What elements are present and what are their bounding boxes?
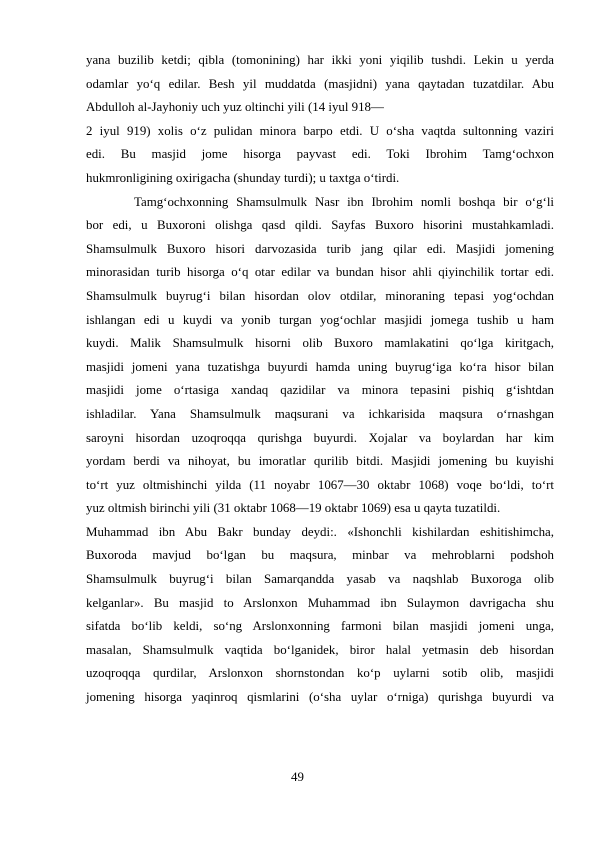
text-line: masjidi jome o‘rtasiga xandaq qazidilar va minora tepasini pishiq g‘ishtdan xyxy=(86,383,554,398)
text-line: edi. Bu masjid jome hisorga payvast edi. Toki Ibrohim Tamg‘ochxon xyxy=(86,147,554,162)
text-line: Shamsulmulk buyrug‘i bilan Samarqandda yasab va naqshlab Buxoroga olib xyxy=(86,572,554,587)
text-line: yana buzilib ketdi; qibla (tomonining) har ikki yoni yiqilib tushdi. Lekin u yerda xyxy=(86,53,554,67)
text-line: masalan, Shamsulmulk vaqtida bo‘lganidek, biror halal yetmasin deb hisordan xyxy=(86,642,554,657)
text-line: Shamsulmulk Buxoro hisori darvozasida turib jang qilar edi. Masjidi jomening xyxy=(86,241,554,256)
text-line: ishlangan edi u kuydi va yonib turgan yog‘ochlar masjidi jomega tushib u ham xyxy=(86,312,554,327)
text-line: Muhammad ibn Abu Bakr bunday deydi:. «Ishonchli kishilardan eshitishimcha, xyxy=(86,524,554,539)
text-line: kuydi. Malik Shamsulmulk hisorni olib Buxoro mamlakatini qo‘lga kiritgach, xyxy=(86,336,554,351)
text-line: jomening hisorga yaqinroq qismlarini (o‘sha uylar o‘rniga) qurishga buyurdi va xyxy=(86,690,554,705)
text-line: bor edi, u Buxoroni olishga qasd qildi. Sayfas Buxoro hisorini mustahkamladi. xyxy=(86,218,554,233)
text-line: Shamsulmulk buyrug‘i bilan hisordan olov otdilar, minoraning tepasi yog‘ochdan xyxy=(86,288,554,303)
text-line: masjidi jomeni yana tuzatishga buyurdi hamda uning buyrug‘iga ko‘ra hisor bilan xyxy=(86,359,554,374)
text-line: yordam berdi va nihoyat, bu imoratlar qurilib bitdi. Masjidi jomening bu kuyishi xyxy=(86,454,554,469)
text-line: Tamg‘ochxonning Shamsulmulk Nasr ibn Ibrohim nomli boshqa bir o‘g‘li xyxy=(134,194,554,209)
text-line: to‘rt yuz oltmishinchi yilda (11 noyabr 1067—30 oktabr 1068) voqe bo‘ldi, to‘rt xyxy=(86,477,554,492)
text-line: yuz oltmish birinchi yili (31 oktabr 1068—19 oktabr 1069) esa u qayta tuzatildi. xyxy=(86,501,501,516)
text-line: sifatda bo‘lib keldi, so‘ng Arslonxonning farmoni bilan masjidi jomeni unga, xyxy=(86,619,554,634)
text-line: ishladilar. Yana Shamsulmulk maqsurani va ichkarisida maqsura o‘rnashgan xyxy=(86,406,554,421)
text-line: odamlar yo‘q edilar. Besh yil muddatda (masjidni) yana qaytadan tuzatdilar. Abu xyxy=(86,76,554,91)
page-body xyxy=(86,49,554,710)
text-line: 2 iyul 919) xolis o‘z pulidan minora barpo etdi. U o‘sha vaqtda sultonning vaziri xyxy=(86,123,554,138)
text-line: kelganlar». Bu masjid to Arslonxon Muhammad ibn Sulaymon davrigacha shu xyxy=(86,595,554,610)
text-line: Abdulloh al-Jayhoniy uch yuz oltinchi yili (14 iyul 918— xyxy=(86,100,384,115)
text-line: Buxoroda mavjud bo‘lgan bu maqsura, minbar va mehroblarni podshoh xyxy=(86,548,554,563)
text-line: hukmronligining oxirigacha (shunday turdi); u taxtga o‘tirdi. xyxy=(86,170,400,185)
text-line: uzoqroqqa qurdilar, Arslonxon shornstondan ko‘p uylarni sotib olib, masjidi xyxy=(86,666,554,681)
text-line: minorasidan turib hisorga o‘q otar edilar va bundan hisor ahli qiyinchilik tortar edi. xyxy=(86,265,554,280)
text-line: saroyni hisordan uzoqroqqa qurishga buyurdi. Xojalar va boylardan har kim xyxy=(86,430,554,445)
page-number: 49 xyxy=(291,770,304,784)
